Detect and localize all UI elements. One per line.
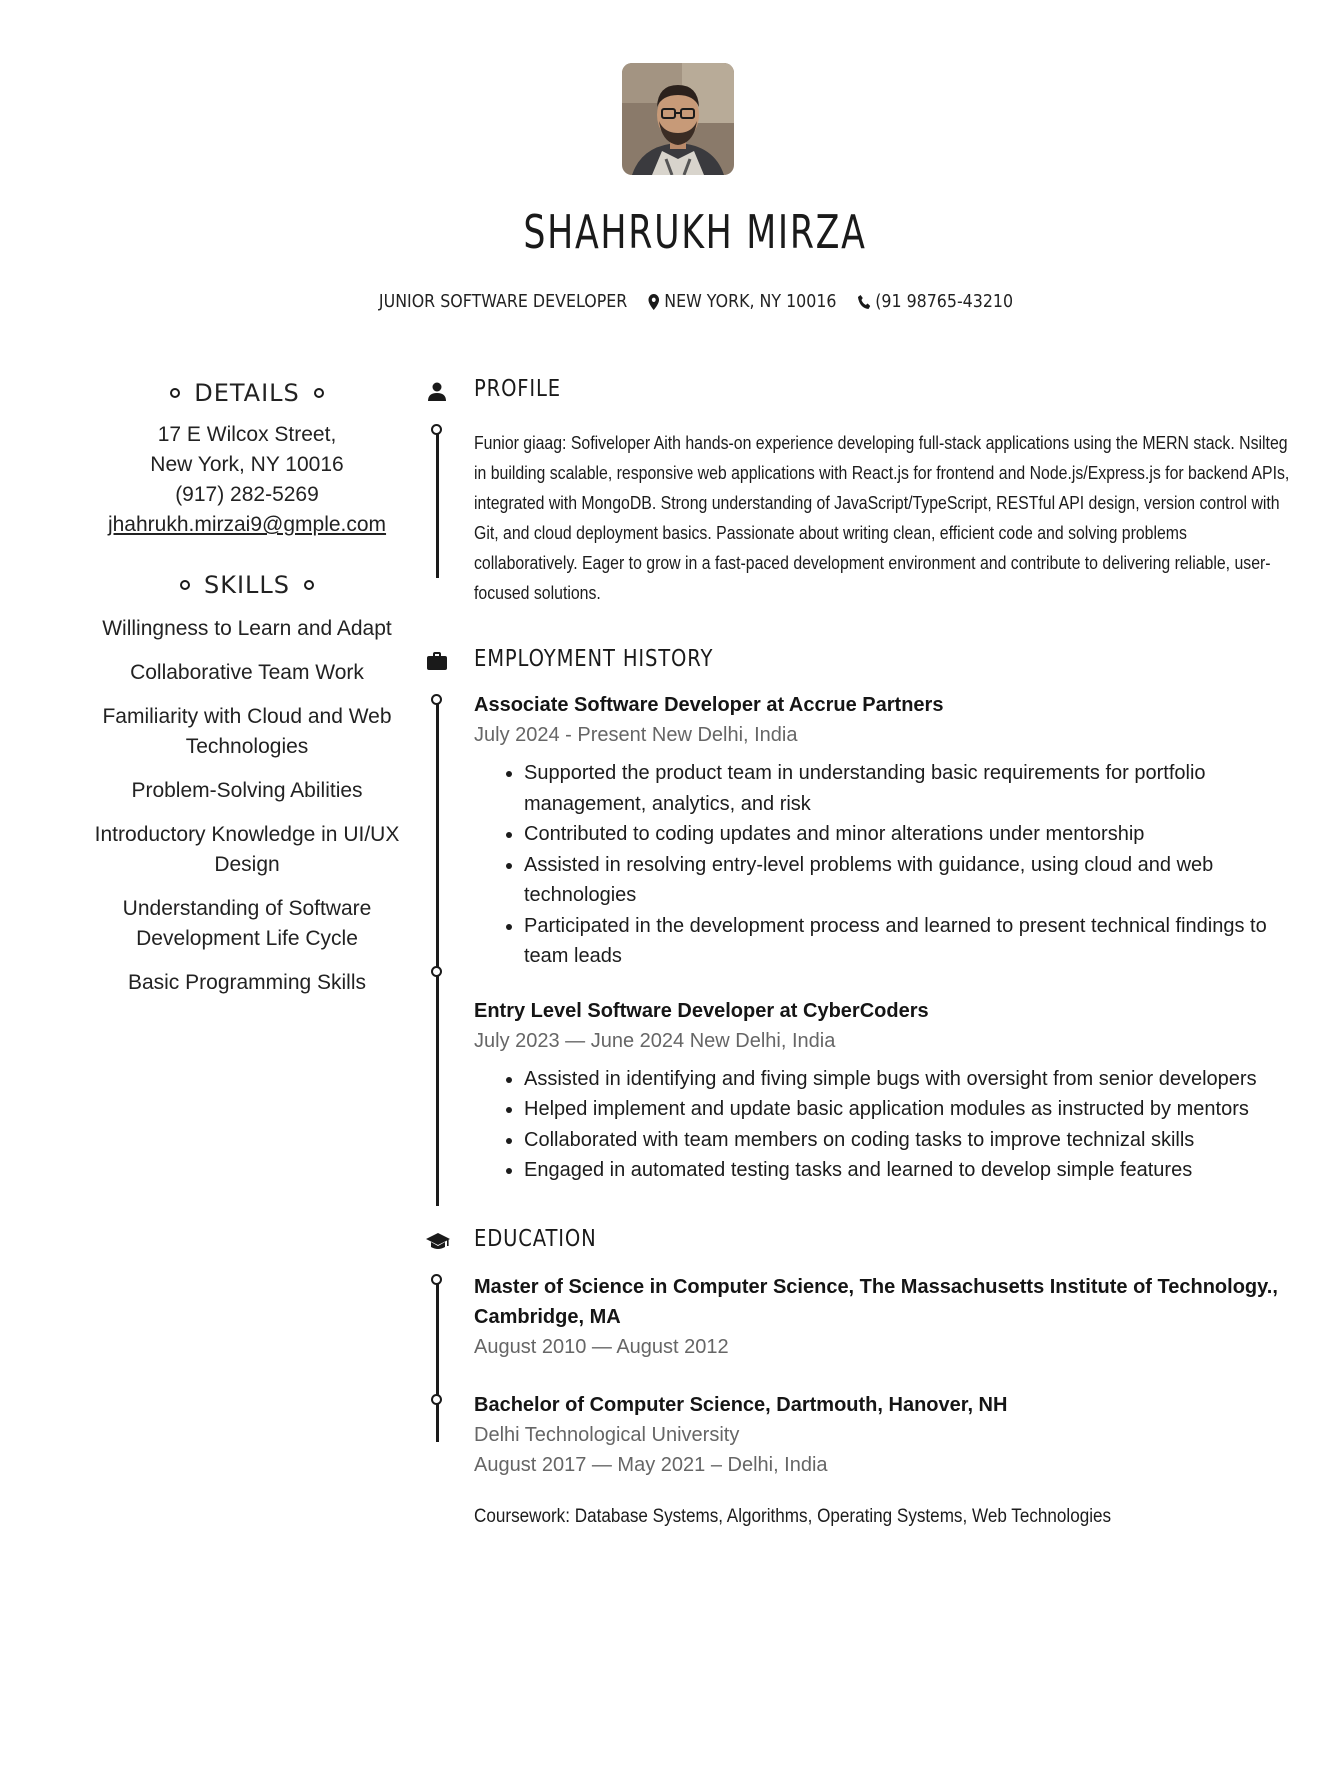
circle-icon (170, 388, 180, 398)
address-line-2: New York, NY 10016 (150, 453, 344, 476)
details-block (82, 420, 412, 540)
employment-title: EMPLOYMENT HISTORY (474, 646, 714, 672)
location (648, 291, 836, 312)
phone (858, 291, 1013, 312)
job-dates-location: July 2024 - Present New Delhi, India (474, 724, 798, 746)
circle-icon (304, 580, 314, 590)
job-entry (474, 690, 1290, 972)
job-entry (474, 996, 1290, 1186)
job-title (379, 291, 627, 312)
phone-text: (91 98765-43210 (875, 291, 1014, 312)
skill-item: Introductory Knowledge in UI/UX Design (94, 823, 400, 876)
skills-title: SKILLS (203, 571, 291, 599)
skill-item: Collaborative Team Work (130, 661, 364, 684)
timeline-node (431, 1274, 442, 1285)
job-bullet: • Participated in the development process and learned to present technical findings to team leads (524, 911, 1290, 972)
employment-heading (410, 642, 1290, 682)
timeline-node (431, 424, 442, 435)
skill-item: Familiarity with Cloud and Web Technologies (102, 705, 392, 758)
job-bullet: • Assisted in identifying and fiving simple bugs with oversight from senior developers (524, 1064, 1290, 1095)
profile-photo (622, 63, 734, 175)
skill-item: Basic Programming Skills (127, 971, 367, 994)
timeline-node (431, 694, 442, 705)
address-line-1: 17 E Wilcox Street, (157, 423, 337, 446)
timeline-line (436, 428, 439, 578)
job-bullet: • Engaged in automated testing tasks and learned to develop simple features (524, 1155, 1290, 1186)
circle-icon (180, 580, 190, 590)
job-position: Entry Level Software Developer at CyberCoders (474, 999, 929, 1022)
skill-item: Willingness to Learn and Adapt (102, 617, 392, 640)
timeline-line (436, 698, 439, 1206)
education-entry (474, 1272, 1290, 1362)
profile-title: PROFILE (474, 376, 561, 402)
job-bullet: • Collaborated with team members on coding tasks to improve technizal skills (524, 1125, 1290, 1156)
timeline-line (436, 1278, 439, 1442)
phone-icon (858, 295, 870, 309)
job-bullet: • Assisted in resolving entry-level problems with guidance, using cloud and web technologies (524, 850, 1290, 911)
email-link[interactable]: jhahrukh.mirzai9@gmple.com (107, 513, 387, 536)
person-icon (426, 380, 450, 404)
graduation-cap-icon (426, 1230, 450, 1254)
degree-title: Master of Science in Computer Science, The Massachusetts Institute of Technology., Cambridge, MA (474, 1275, 1278, 1328)
skills-heading (82, 564, 412, 606)
education-heading (410, 1222, 1290, 1262)
job-bullet: • Helped implement and update basic application modules as instructed by mentors (524, 1094, 1290, 1125)
details-heading (82, 372, 412, 414)
header-info-line (84, 291, 1309, 312)
location-text: NEW YORK, NY 10016 (664, 291, 837, 312)
skills-list (82, 614, 412, 998)
job-bullets (474, 758, 1290, 972)
profile-heading (410, 372, 1290, 412)
timeline-node (431, 1394, 442, 1405)
education-institution: Delhi Technological University (474, 1423, 740, 1446)
job-dates-location: July 2023 — June 2024 New Delhi, India (474, 1029, 836, 1052)
candidate-name: SHAHRUKH MIRZA (523, 205, 867, 259)
coursework: Coursework: Database Systems, Algorithms, Operating Systems, Web Technologies (474, 1505, 1112, 1527)
skill-item: Problem-Solving Abilities (131, 779, 363, 802)
education-entry (474, 1390, 1290, 1480)
employment-section (410, 642, 1290, 1186)
job-bullets (474, 1064, 1290, 1186)
profile-section (410, 372, 1290, 608)
profile-summary: Funior giaag: Sofiveloper Aith hands-on experience developing full-stack applications using the MERN stack. Nsilteg in building scalable, responsive web applications with React.js for frontend and Node.js/Express.js for backend APIs, integrated with MongoDB. Strong understanding of JavaScript/TypeScript, RESTful API design, version control with Git, and cloud deployment basics. Passionate about writing clean, efficient code and solving problems collaboratively. Eager to grow in a fast-paced development environment and contribute to delivering reliable, user-focused solutions. (474, 433, 1290, 603)
education-dates: August 2010 — August 2012 (474, 1335, 729, 1358)
skill-item: Understanding of Software Development Life Cycle (122, 897, 372, 950)
degree-title: Bachelor of Computer Science, Dartmouth, Hanover, NH (474, 1393, 1008, 1416)
education-section (410, 1222, 1290, 1532)
location-pin-icon (648, 294, 659, 310)
education-dates: August 2017 — May 2021 – Delhi, India (474, 1453, 828, 1476)
job-bullet: • Contributed to coding updates and minor alterations under mentorship (524, 819, 1290, 850)
briefcase-icon (426, 650, 450, 674)
right-column (410, 372, 1290, 1532)
details-title: DETAILS (194, 379, 300, 407)
details-phone: (917) 282-5269 (175, 483, 319, 506)
education-title: EDUCATION (474, 1225, 597, 1252)
timeline-node (431, 966, 442, 977)
job-title-text: JUNIOR SOFTWARE DEVELOPER (378, 291, 628, 312)
job-position: Associate Software Developer at Accrue Partners (474, 694, 944, 716)
job-bullet: • Supported the product team in understanding basic requirements for portfolio management, analytics, and risk (524, 758, 1290, 819)
circle-icon (314, 388, 324, 398)
left-column (82, 372, 412, 1012)
